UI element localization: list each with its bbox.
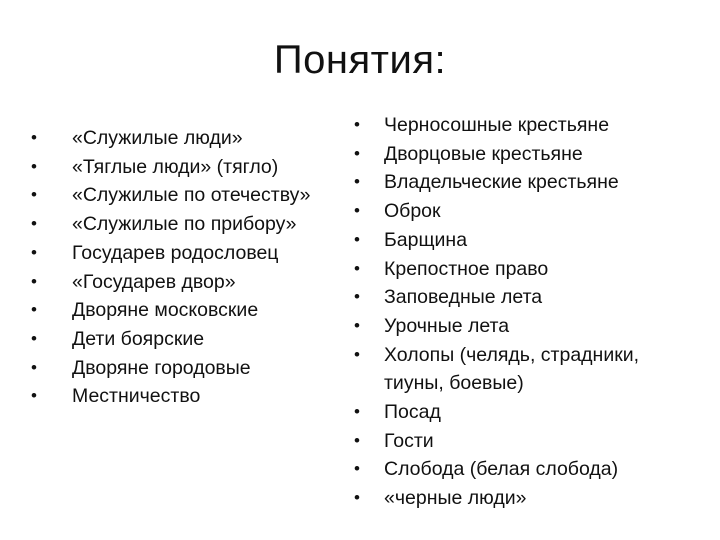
list-item: • «Служилые по отечеству» (72, 181, 340, 210)
list-item: • Дворяне московские (72, 296, 340, 325)
list-item: • Барщина (384, 226, 684, 255)
left-bullet-list (72, 124, 340, 411)
list-item: • Урочные лета (384, 312, 684, 341)
list-item: • Холопы (челядь, страдники, тиуны, боевые) (384, 341, 684, 398)
list-item: • Посад (384, 398, 684, 427)
list-item: • Дети боярские (72, 325, 340, 354)
list-item: • «Государев двор» (72, 268, 340, 297)
list-item: • «черные люди» (384, 484, 684, 513)
list-item: • «Служилые люди» (72, 124, 340, 153)
list-item: • Заповедные лета (384, 283, 684, 312)
list-item: • Слобода (белая слобода) (384, 455, 684, 484)
right-bullet-list (384, 111, 684, 513)
list-item: • Местничество (72, 382, 340, 411)
list-item: • «Служилые по прибору» (72, 210, 340, 239)
list-item: • Дворцовые крестьяне (384, 140, 684, 169)
list-item: • Дворяне городовые (72, 354, 340, 383)
list-item: • Черносошные крестьяне (384, 111, 684, 140)
list-item: • Гости (384, 427, 684, 456)
list-item: • Государев родословец (72, 239, 340, 268)
list-item: • Владельческие крестьяне (384, 168, 684, 197)
list-item: • Крепостное право (384, 255, 684, 284)
list-item: • Оброк (384, 197, 684, 226)
list-item: • «Тяглые люди» (тягло) (72, 153, 340, 182)
slide-title: Понятия: (273, 38, 447, 82)
